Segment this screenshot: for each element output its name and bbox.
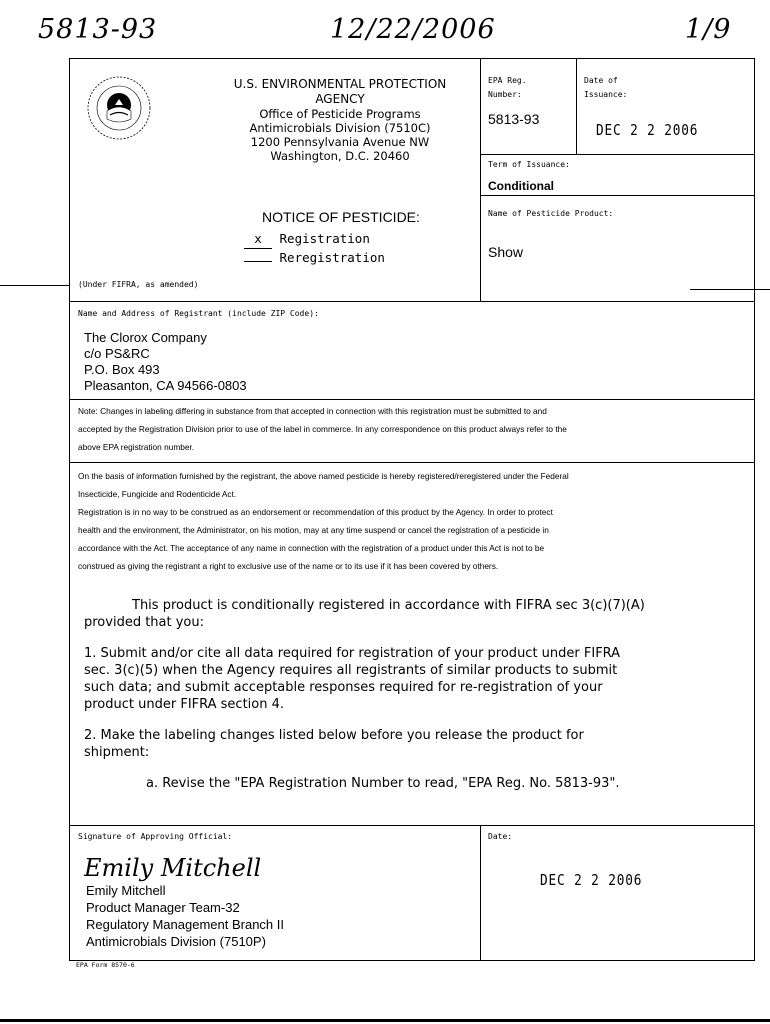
agency-division: Antimicrobials Division (7510C) <box>249 121 431 135</box>
registrant-name: The Clorox Company <box>84 330 207 345</box>
signature-date-stamp: DEC 2 2 2006 <box>540 871 643 889</box>
reg-number-label: EPA Reg. Number: <box>488 76 527 99</box>
option-registration <box>244 230 385 249</box>
date-label: Date: <box>488 832 513 841</box>
handwritten-signature: Emily Mitchell <box>84 854 262 882</box>
reregistration-label: Reregistration <box>279 250 385 265</box>
epa-seal-logo <box>86 75 152 141</box>
product-name-label: Name of Pesticide Product: <box>488 209 614 218</box>
divider <box>70 462 754 463</box>
agency-name: U.S. ENVIRONMENTAL PROTECTION <box>233 77 447 91</box>
conditions-intro: This product is conditionally registered in accordance with FIFRA sec 3(c)(7)(A) <box>132 598 645 613</box>
signatory-name: Emily Mitchell <box>86 883 166 898</box>
agency-header <box>225 77 455 163</box>
scan-edge <box>0 1019 770 1022</box>
reg-number-value: 5813-93 <box>488 111 540 127</box>
notice-options <box>244 230 385 267</box>
issuance-date-stamp: DEC 2 2 2006 <box>596 121 699 139</box>
registration-form <box>69 58 755 961</box>
registrant-city: Pleasanton, CA 94566-0803 <box>84 378 247 393</box>
notice-title: NOTICE OF PESTICIDE: <box>262 209 420 225</box>
registrant-po-box: P.O. Box 493 <box>84 362 160 377</box>
condition-2a: a. Revise the "EPA Registration Number to read, "EPA Reg. No. 5813-93". <box>146 776 620 791</box>
term-value: Conditional <box>488 179 554 193</box>
agency-office: Office of Pesticide Programs <box>259 107 421 121</box>
divider <box>70 825 754 826</box>
divider <box>480 154 754 155</box>
divider <box>480 825 481 960</box>
registration-checkmark: x <box>244 230 272 249</box>
registration-label: Registration <box>279 231 370 246</box>
registrant-address <box>84 330 247 394</box>
form-id: EPA Form 8570-6 <box>76 961 135 969</box>
signatory-branch: Regulatory Management Branch II <box>86 917 284 932</box>
signatory-title: Product Manager Team-32 <box>86 900 240 915</box>
signatory-division: Antimicrobials Division (7510P) <box>86 934 266 949</box>
note-text: Note: Changes in labeling differing in substance from that accepted in connection with this registration must be submitted to and accepted by the Registration Division prior to use of the label in commerce. In any correspondence on this product always refer to the above EPA registration number. <box>78 406 567 452</box>
scan-line <box>0 285 69 286</box>
divider <box>576 59 577 154</box>
agency-street: 1200 Pennsylvania Avenue NW <box>250 135 430 149</box>
agency-city: Washington, D.C. 20460 <box>270 149 410 163</box>
divider <box>480 195 754 196</box>
option-reregistration <box>244 249 385 267</box>
handwritten-reg-number: 5813-93 <box>38 14 158 45</box>
registrant-care-of: c/o PS&RC <box>84 346 150 361</box>
divider <box>70 399 754 400</box>
registrant-label: Name and Address of Registrant (include ZIP Code): <box>78 309 319 318</box>
divider <box>70 301 754 302</box>
reregistration-blank <box>244 261 272 262</box>
under-fifra: (Under FIFRA, as amended) <box>78 280 199 289</box>
signatory-block <box>86 882 284 950</box>
term-label: Term of Issuance: <box>488 160 570 169</box>
condition-2: 2. Make the labeling changes listed below before you release the product for <box>84 728 584 743</box>
issuance-date-label: Date of Issuance: <box>584 76 628 99</box>
condition-1: 1. Submit and/or cite all data required for registration of your product under FIFRA <box>84 646 621 661</box>
product-name-value: Show <box>488 244 524 260</box>
agency-name-2: AGENCY <box>315 92 365 106</box>
conditions-text: This product is conditionally registered in accordance with FIFRA sec 3(c)(7)(A) provided that you: 1. Submit and/or cite all data required for registration of your product under FIFRA sec. 3(c)(5) when the Agency requires all registrants of similar products to submit such data; and submit acceptable responses required for re-registration of your product under FIFRA section 4. 2. Make the labeling changes listed below before you release the product for shipment: a. Revise the "EPA Registration Number to read, "EPA Reg. No. 5813-93". <box>84 597 748 792</box>
basis-text: On the basis of information furnished by the registrant, the above named pesticide is hereby registered/reregistered under the Federal Insecticide, Fungicide and Rodenticide Act. Registration is in no way to be construed as an endorsement or recommendation of this product by the Agency. In order to protect health and the environment, the Administrator, on his motion, may at any time suspend or cancel the registration of a pesticide in accordance with the Act. The acceptance of any name in connection with the registration of a product under this Act is not to be construed as giving the registrant a right to exclusive use of the name or to its use if it has been covered by others. <box>78 471 569 571</box>
divider <box>480 59 481 301</box>
handwritten-page-number: 1/9 <box>685 14 732 45</box>
handwritten-date: 12/22/2006 <box>330 14 496 45</box>
signature-label: Signature of Approving Official: <box>78 832 233 841</box>
